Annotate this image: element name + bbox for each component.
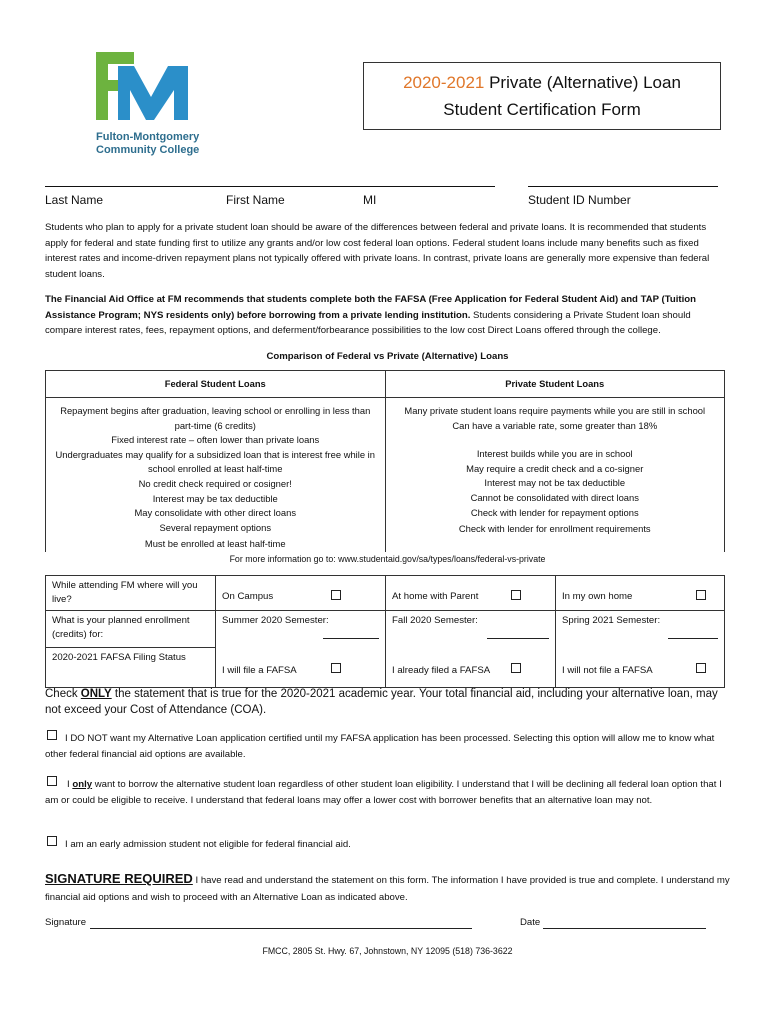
opt-on-campus-label: On Campus: [222, 591, 274, 602]
private-item: Interest builds while you are in school: [476, 448, 633, 460]
private-header: Private Student Loans: [385, 371, 725, 398]
check-only-emphasis: ONLY: [80, 688, 112, 700]
private-item: Check with lender for enrollment requirements: [458, 523, 651, 535]
opt-will-file-label: I will file a FAFSA: [222, 665, 297, 676]
student-id-line[interactable]: [528, 186, 718, 187]
fall-enrollment[interactable]: [386, 611, 556, 648]
footer-address: FMCC, 2805 St. Hwy. 67, Johnstown, NY 12095 (518) 736-3622: [262, 946, 513, 956]
private-list: [385, 398, 725, 552]
comparison-table: [45, 370, 725, 552]
summer-credits-field[interactable]: [323, 628, 379, 639]
logo: [96, 52, 192, 122]
opt-already-filed[interactable]: [386, 647, 556, 687]
private-item: Many private student loans require payments while you are still in school: [404, 405, 706, 416]
federal-item: No credit check required or cosigner!: [138, 477, 292, 489]
spring-label: Spring 2021 Semester:: [562, 615, 661, 626]
opt-own-home-label: In my own home: [562, 591, 633, 602]
option-no-certify-text: I DO NOT want my Alternative Loan application certified until my FAFSA application has been processed. Selecting this option will allow me to know what other federal financial aid options are available.: [45, 733, 715, 760]
title-line1: Private (Alternative) Loan: [484, 73, 681, 92]
spring-credits-field[interactable]: [668, 628, 718, 639]
signature-line[interactable]: [90, 928, 472, 929]
private-item: Interest may not be tax deductible: [484, 477, 626, 489]
date-label: Date: [520, 917, 541, 928]
private-item: Check with lender for repayment options: [470, 506, 639, 518]
option-early-admission: I am an early admission student not eligible for federal financial aid.: [65, 839, 351, 850]
opt-own-home[interactable]: [556, 576, 725, 611]
federal-header: Federal Student Loans: [46, 371, 386, 398]
on-campus-checkbox[interactable]: [331, 590, 341, 600]
opt-already-filed-label: I already filed a FAFSA: [392, 665, 491, 676]
opt-will-file[interactable]: [216, 647, 386, 687]
already-filed-checkbox[interactable]: [511, 663, 521, 673]
option-alternative-only-post: want to borrow the alternative student loan regardless of other student loan eligibility. I understand that I will be declining all federal loan option that I am or could be eligible to receive. I understand that federal loans may offer a lower cost with borrower benefits that an alternative loan may not.: [45, 779, 722, 806]
q-fafsa: 2020-2021 FAFSA Filing Status: [46, 647, 216, 687]
signature-statement: [45, 870, 730, 906]
fall-credits-field[interactable]: [487, 628, 549, 639]
federal-item: Fixed interest rate – often lower than private loans: [111, 434, 320, 446]
signature-label: Signature: [45, 917, 87, 928]
option-only-emphasis: only: [72, 779, 93, 790]
opt-home-parent-label: At home with Parent: [392, 591, 479, 602]
title-year: 2020-2021: [403, 73, 485, 92]
q-live: While attending FM where will you live?: [46, 576, 216, 611]
opt-on-campus[interactable]: [216, 576, 386, 611]
fm-logo-mark: [96, 52, 192, 122]
signature-required-heading: SIGNATURE REQUIRED: [45, 871, 193, 886]
comparison-title: Comparison of Federal vs Private (Alternative) Loans: [266, 351, 509, 362]
federal-item: May consolidate with other direct loans: [134, 507, 297, 519]
summer-enrollment[interactable]: [216, 611, 386, 648]
signature-text: I have read and understand the statement on this form. The information I have provided is true and complete. I understand my financial aid options and wish to proceed with an Alternative Loan as indicated above.: [45, 875, 730, 903]
private-item: Can have a variable rate, some greater than 18%: [452, 419, 658, 431]
date-line[interactable]: [543, 928, 706, 929]
opt-will-not-file[interactable]: [556, 647, 725, 687]
federal-item: Undergraduates may qualify for a subsidized loan that is interest free while in school enrolled at least half-time: [55, 448, 375, 475]
q-enrollment: What is your planned enrollment (credits) for:: [46, 611, 216, 648]
federal-item: Interest may be tax deductible: [152, 492, 278, 504]
federal-item: Repayment begins after graduation, leaving school or enrolling in less than part-time (6 credits): [60, 405, 371, 431]
opt-home-parent[interactable]: [386, 576, 556, 611]
recommend-paragraph: [45, 292, 730, 339]
title-line2: Student Certification Form: [443, 100, 641, 119]
fall-label: Fall 2020 Semester:: [392, 615, 478, 626]
last-name-label: Last Name: [45, 193, 104, 207]
private-item: Cannot be consolidated with direct loans: [470, 491, 639, 503]
college-name: [96, 131, 199, 157]
option-alternative-only-pre: I: [67, 779, 73, 790]
option-early-admission-checkbox[interactable]: [47, 836, 57, 846]
check-only-pre: Check: [45, 688, 81, 700]
recommend-rest: Students considering a Private Student loan should compare interest rates, fees, repayment options, and deferment/forbearance possibilities to the low cost Direct Loans offered through the college.: [45, 309, 691, 337]
intro-paragraph: Students who plan to apply for a private student loan should be aware of the differences between federal and private loans. It is recommended that students apply for federal and state funding first to utilize any grants and/or low cost federal loan options. Federal student loans include many benefits such as fixed interest rates and income-driven repayment plans not typically offered with private loans. In contrast, private loans are generally more expensive than federal student loans.: [45, 222, 710, 280]
opt-will-not-file-label: I will not file a FAFSA: [562, 665, 653, 676]
mi-label: MI: [363, 193, 377, 207]
more-info-link[interactable]: For more information go to: www.studentaid.gov/sa/types/loans/federal-vs-private: [229, 554, 546, 564]
private-item: May require a credit check and a co-signer: [466, 462, 644, 474]
college-name-line1: Fulton-Montgomery: [96, 131, 200, 143]
own-home-checkbox[interactable]: [696, 590, 706, 600]
college-name-line2: Community College: [96, 144, 200, 156]
first-name-label: First Name: [226, 193, 285, 207]
summer-label: Summer 2020 Semester:: [222, 615, 329, 626]
student-id-label: Student ID Number: [528, 193, 631, 207]
will-file-checkbox[interactable]: [331, 663, 341, 673]
federal-item: Must be enrolled at least half-time: [144, 538, 286, 550]
federal-item: Several repayment options: [159, 521, 272, 533]
questions-table: [45, 575, 725, 688]
check-only-statement: [45, 686, 730, 718]
spring-enrollment[interactable]: [556, 611, 725, 648]
option-no-certify: [45, 731, 730, 762]
name-line[interactable]: [45, 186, 495, 187]
check-only-post: the statement that is true for the 2020-2021 academic year. Your total financial aid, including your alternative loan, may not exceed your Cost of Attendance (COA).: [45, 688, 718, 716]
will-not-file-checkbox[interactable]: [696, 663, 706, 673]
form-title-box: [363, 62, 721, 130]
federal-list: [46, 398, 386, 552]
home-parent-checkbox[interactable]: [511, 590, 521, 600]
recommend-bold: The Financial Aid Office at FM recommends that students complete both the FAFSA (Free Application for Federal Student Aid) and TAP (Tuition Assistance Program; NYS residents only) before borrowing from a private lending institution.: [45, 294, 696, 321]
option-alternative-only: [45, 777, 730, 808]
